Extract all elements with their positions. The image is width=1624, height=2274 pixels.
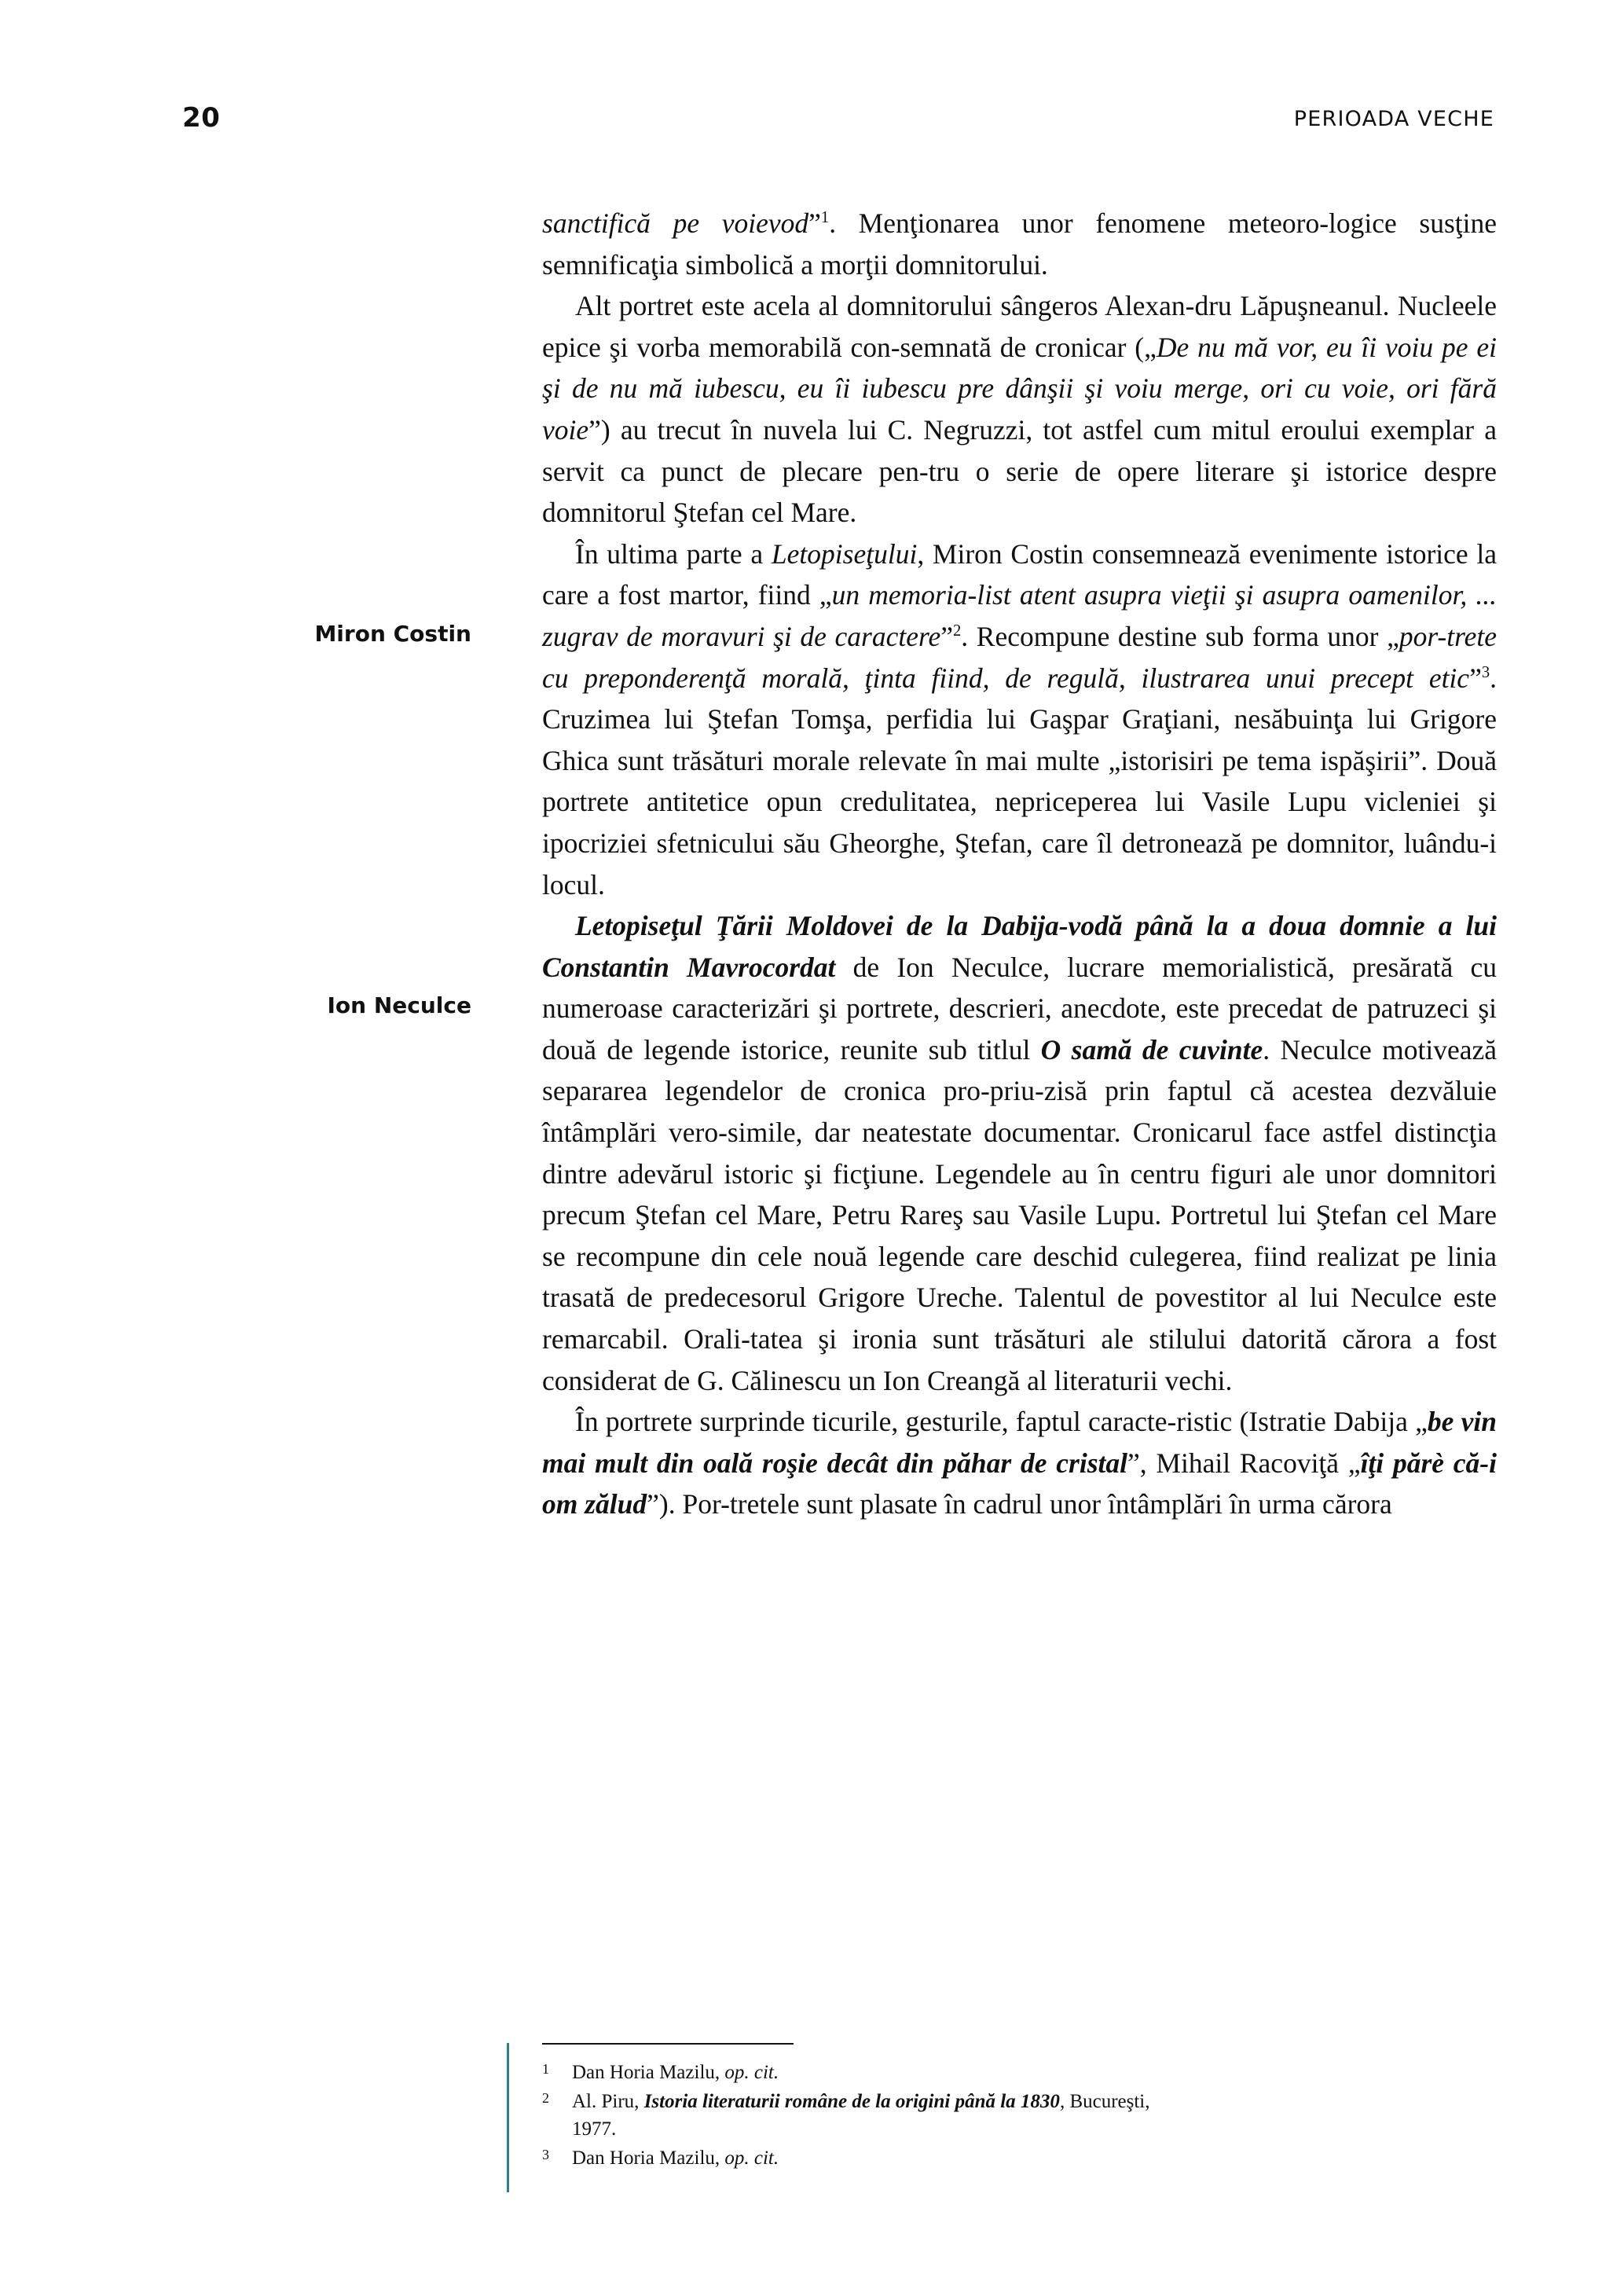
body-paragraph: sanctifică pe voievod”$^1$. Menţionarea unor fenomene meteoro-logice susţine semnificaţia simbolică a morţii domnitorului. (542, 207, 1498, 281)
footnote-marker: 1 (542, 2061, 549, 2077)
footnote-item: 3 Dan Horia Mazilu, op. cit. (542, 2144, 1501, 2172)
footnote-separator-rule (542, 2043, 794, 2045)
body-paragraph: În ultima parte a Letopiseţului, Miron Costin consemnează evenimente istorice la care a fost martor, fiind „un memoria-list atent asupra vieţii şi asupra oamenilor, ... zugrav de moravuri şi de caractere”$^2$. Recompune destine sub forma unor „por-trete cu preponderenţă morală, ţinta fiind, de regulă, ilustrarea unui precept etic”$^3$. Cruzimea lui Ştefan Tomşa, perfidia lui Gaşpar Graţiani, nesăbuinţa lui Grigore Ghica sunt trăsături morale relevate în mai multe „istorisiri pe tema ispăşirii”. Două portrete antitetice opun credulitatea, nepriceperea lui Vasile Lupu vicleniei şi ipocriziei sfetnicului său Gheorghe, Ştefan, care îl detronează pe domnitor, luându-i locul. (542, 537, 1498, 900)
body-column (542, 203, 1497, 1525)
page-header (0, 102, 1624, 149)
page-number: 20 (182, 102, 221, 134)
footnote-marker: 2 (542, 2090, 549, 2106)
running-head: PERIOADA VECHE (1293, 107, 1494, 131)
footnote-list (542, 2059, 1501, 2173)
margin-note: Ion Neculce (327, 992, 471, 1018)
footnote-accent-bar (507, 2043, 509, 2192)
body-paragraph: Letopiseţul Ţării Moldovei de la Dabija-vodă până la a doua domnie a lui Constantin Mavrocordat de Ion Neculce, lucrare memorialistică, presărată cu numeroase caracterizări şi portrete, descrieri, anecdote, este precedat de patruzeci şi două de legende istorice, reunite sub titlul O samă de cuvinte. Neculce motivează separarea legendelor de cronica pro-priu-zisă prin faptul că acestea dezvăluie întâmplări vero-simile, dar neatestate documentar. Cronicarul face astfel distincţia dintre adevărul istoric şi ficţiune. Legendele au în centru figuri ale unor domnitori precum Ştefan cel Mare, Petru Rareş sau Vasile Lupu. Portretul lui Ştefan cel Mare se recompune din cele nouă legende care deschid culegerea, fiind realizat pe linia trasată de predecesorul Grigore Ureche. Talentul de povestitor al lui Neculce este remarcabil. Orali-tatea şi ironia sunt trăsături ale stilului datorită cărora a fost considerat de G. Călinescu un Ion Creangă al literaturii vechi. (542, 910, 1497, 1396)
footnote-item: 2 Al. Piru, Istoria literaturii române de la origini până la 1830, Bucureşti, 1977. (542, 2088, 1501, 2143)
body-paragraph: În portrete surprinde ticurile, gesturile, faptul caracte-ristic (Istratie Dabija „be vin mai mult din oală roşie decât din păhar de cristal”, Mihail Racoviţă „îţi părè că-i om zălud”). Por-tretele sunt plasate în cadrul unor întâmplări în urma cărora (542, 1406, 1498, 1520)
footnote-marker: 3 (542, 2147, 549, 2162)
body-paragraph: Alt portret este acela al domnitorului sângeros Alexan-dru Lăpuşneanul. Nucleele epice şi vorba memorabilă con-semnată de cronicar („De nu mă vor, eu îi voiu pe ei şi de nu mă iubescu, eu îi iubescu pre dânşii şi voiu merge, ori cu voie, ori fără voie”) au trecut în nuvela lui C. Negruzzi, tot astfel cum mitul eroului exemplar a servit ca punct de plecare pen-tru o serie de opere literare şi istorice despre domnitorul Ştefan cel Mare. (542, 290, 1497, 529)
footnote-item: 1 Dan Horia Mazilu, op. cit. (542, 2059, 1501, 2086)
margin-note: Miron Costin (314, 621, 471, 647)
